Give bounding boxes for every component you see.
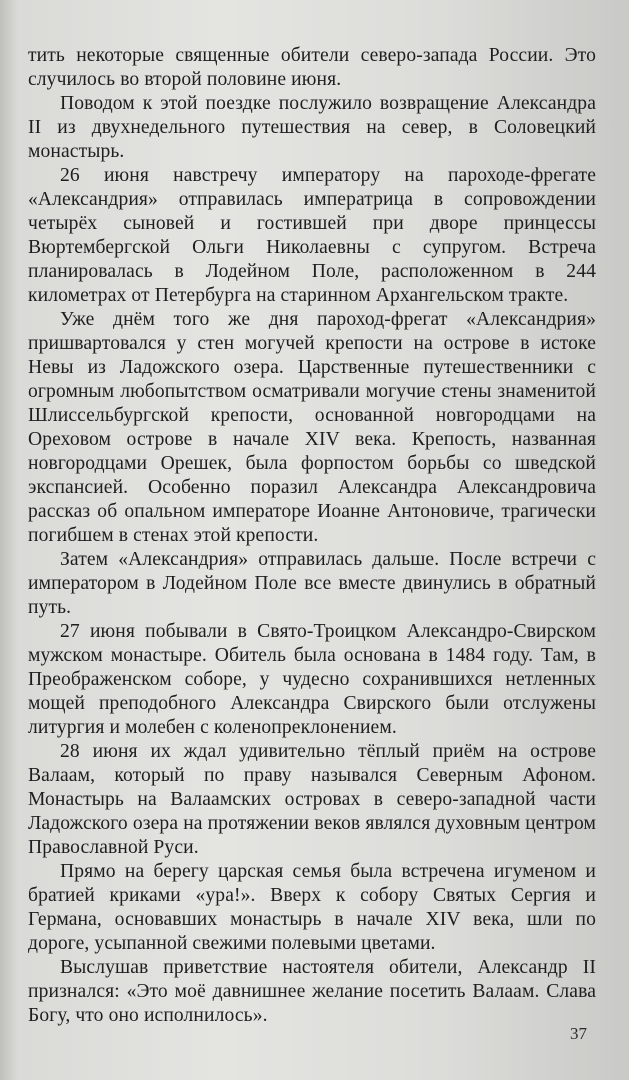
paragraph: 28 июня их ждал удивительно тёплый приём на острове Валаам, который по праву назывался Северным Афоном. Монастырь на Валаамских островах в северо-западной части Ладожского озера на протяжении веков являлся духовным центром Православной Руси. [28, 741, 596, 858]
paragraph: 26 июня навстречу императору на пароходе-фрегате «Александрия» отправилась императрица в сопровождении четырёх сыновей и гостившей при дворе принцессы Вюртембергской Ольги Николаевны с супругом. Встреча планировалась в Лодейном Поле, расположенном в 244 километрах от Петербурга на старинном Архангельском тракте. [28, 165, 596, 306]
paragraph: Прямо на берегу царская семья была встречена игуменом и братией криками «ура!». Вверх к собору Святых Сергия и Германа, основавших монастырь в начале XIV века, шли по дороге, усыпанной свежими полевыми цветами. [28, 861, 596, 954]
paragraph: Выслушав приветствие настоятеля обители, Александр II признался: «Это моё давнишнее желание посетить Валаам. Слава Богу, что оно исполнилось». [28, 957, 596, 1026]
page-number: 37 [570, 1024, 587, 1043]
paragraph: Затем «Александрия» отправилась дальше. После встречи с императором в Лодейном Поле все вместе двинулись в обратный путь. [28, 549, 596, 618]
page-gutter-shadow [0, 0, 18, 1080]
paragraph: Поводом к этой поездке послужило возвращение Александра II из двухнедельного путешествия на север, в Соловецкий монастырь. [28, 93, 596, 162]
paragraph: тить некоторые священные обители северо-запада России. Это случилось во второй половине июня. [28, 45, 596, 90]
paragraph: 27 июня побывали в Свято-Троицком Александро-Свирском мужском монастыре. Обитель была основана в 1484 году. Там, в Преображенском соборе, у чудесно сохранившихся нетленных мощей преподобного Александра Свирского были отслужены литургия и молебен с коленопреклонением. [28, 621, 596, 738]
page-body-text [28, 44, 596, 1028]
paragraph: Уже днём того же дня пароход-фрегат «Александрия» пришвартовался у стен могучей крепости на острове в истоке Невы из Ладожского озера. Царственные путешественники с огромным любопытством осматривали могучие стены знаменитой Шлиссельбургской крепости, основанной новгородцами на Ореховом острове в начале XIV века. Крепость, названная новгородцами Орешек, была форпостом борьбы со шведской экспансией. Особенно поразил Александра Александровича рассказ об опальном императоре Иоанне Антоновиче, трагически погибшем в стенах этой крепости. [28, 309, 596, 546]
